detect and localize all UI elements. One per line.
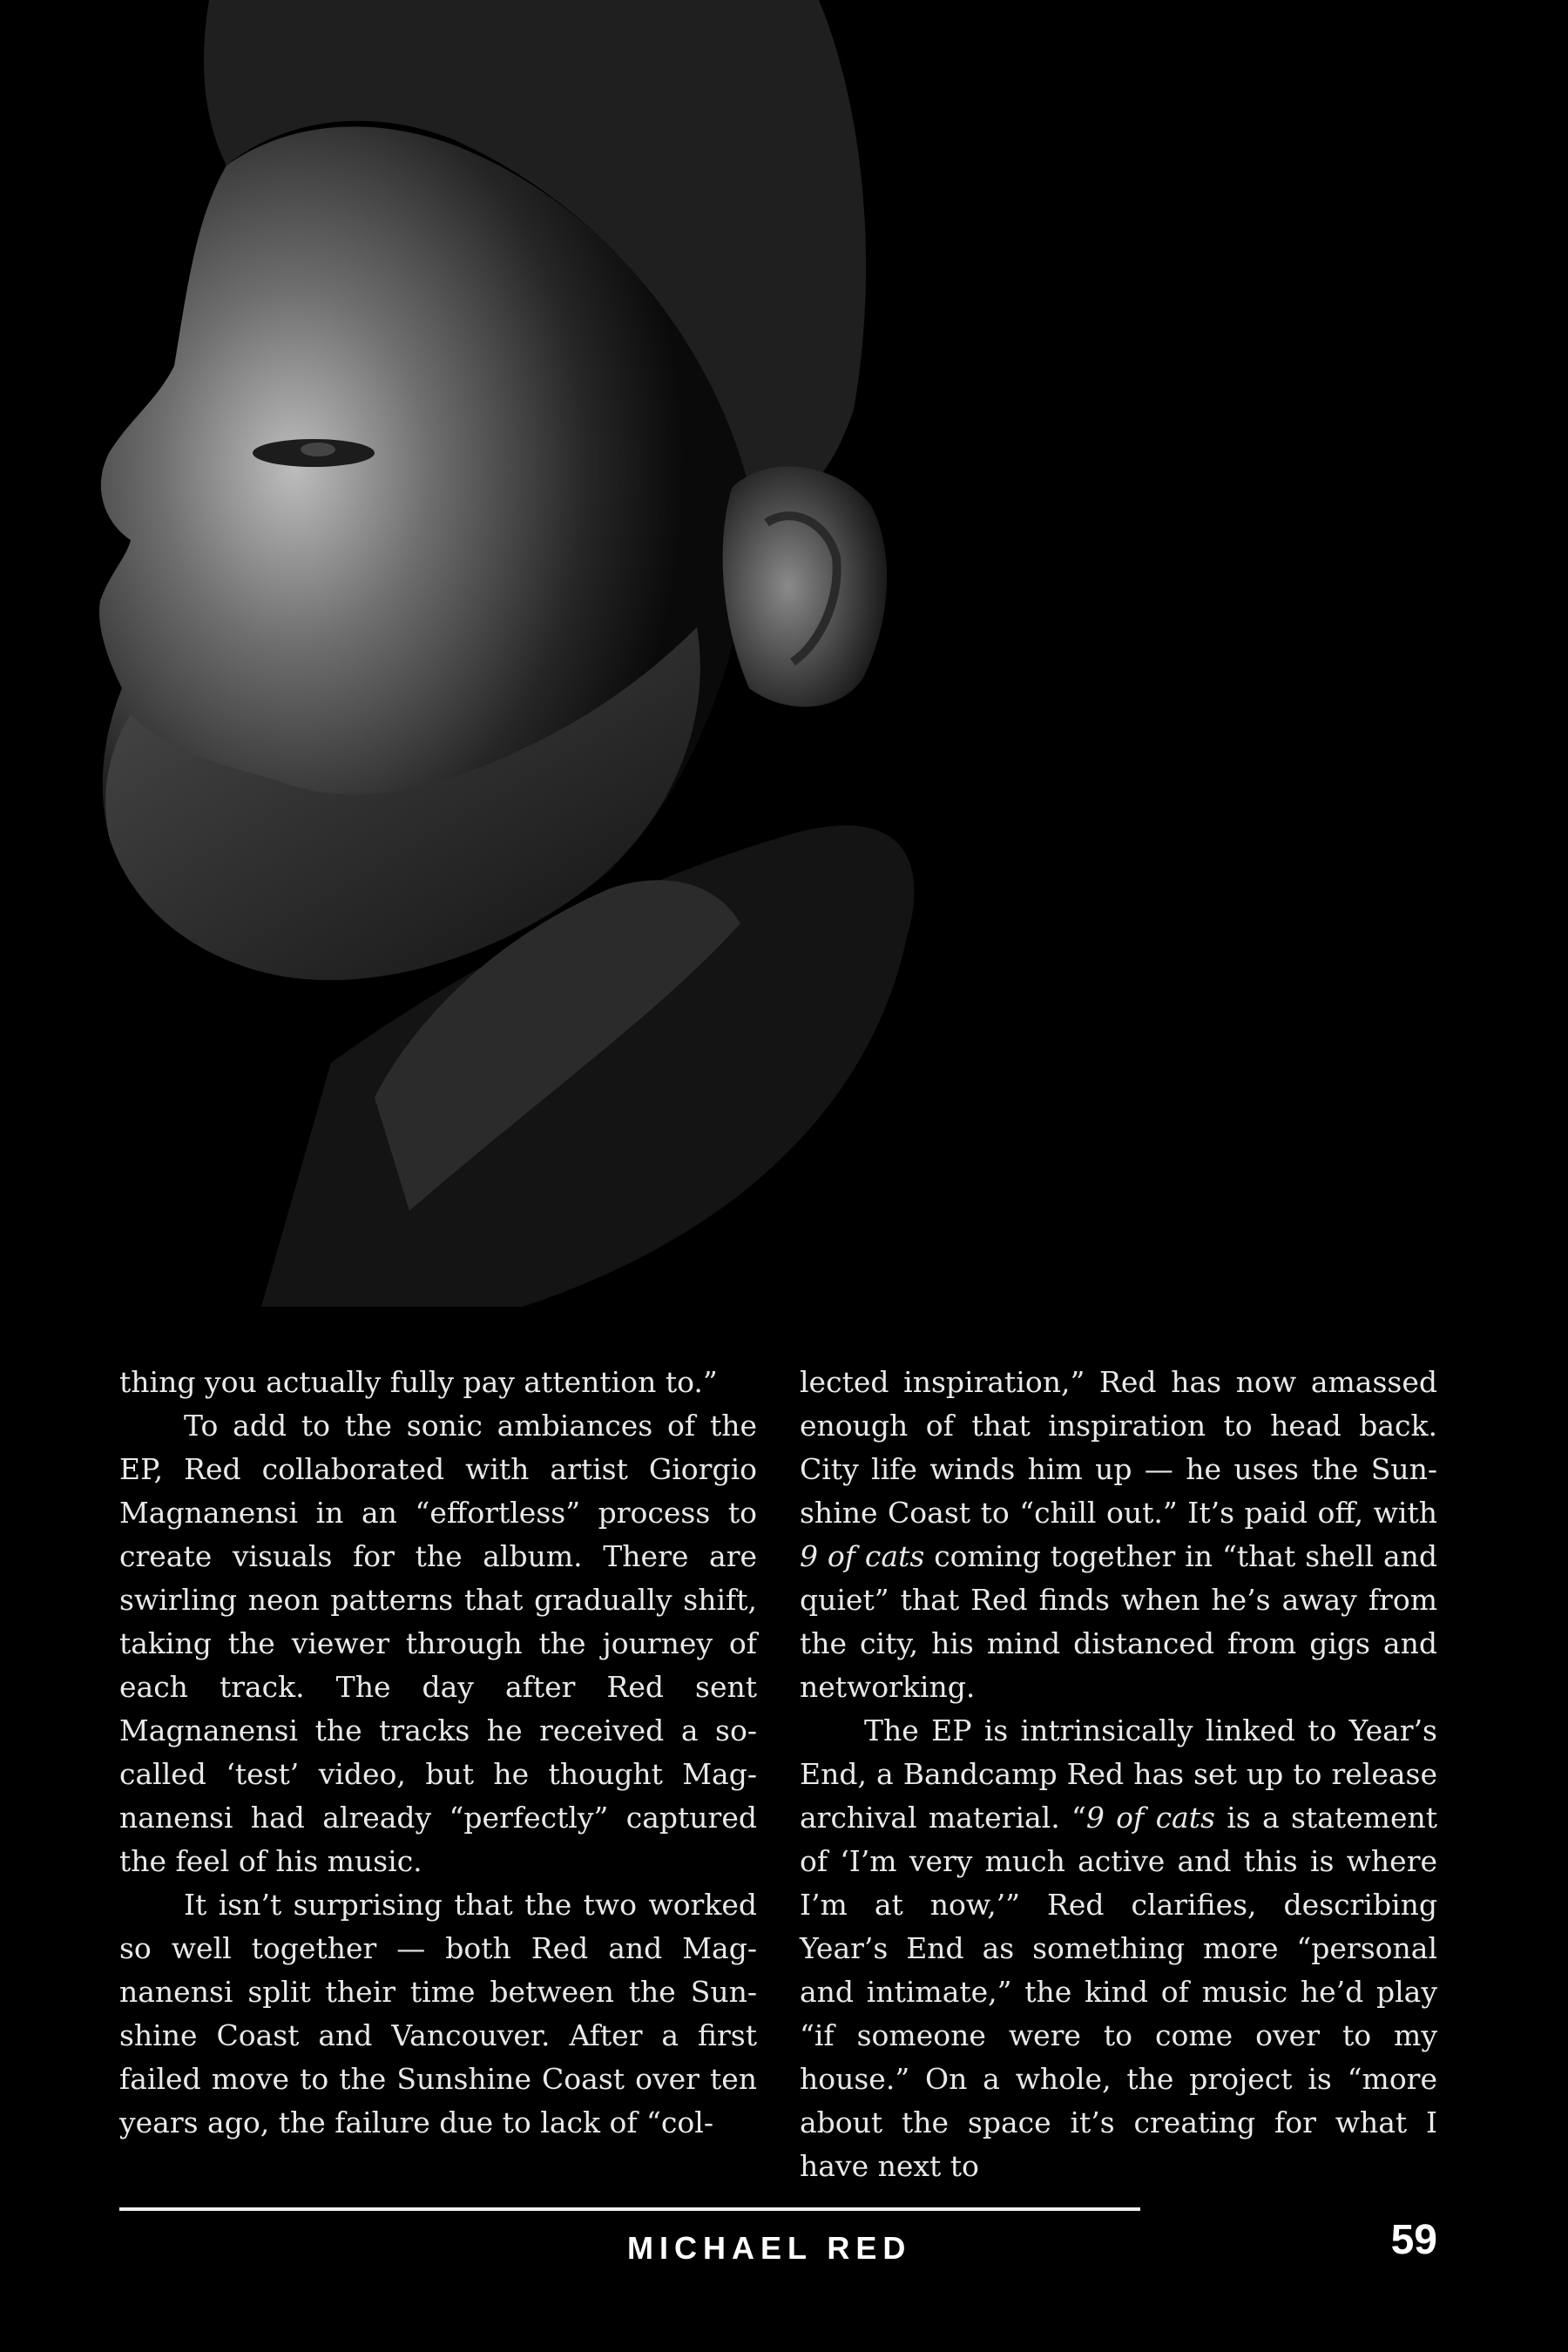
page-number: 59 bbox=[1390, 2217, 1437, 2263]
running-head: MICHAEL RED bbox=[627, 2230, 912, 2266]
album-title: 9 of cats bbox=[1085, 1801, 1215, 1835]
album-title: 9 of cats bbox=[800, 1539, 925, 1573]
article-paragraph: The EP is intrinsically linked to Year’s End, a Bandcamp Red has set up to release archival material. “9 of cats is a statement of ‘I’m very much active and this is where I’m at now,’” Red clarifies, describing Year’s End as something more “personal and intimate,” the kind of music he’d play “if someone were to come over to my house.” On a whole, the project is “more about the space it’s creating for what I have next to bbox=[800, 1713, 1437, 2183]
footer-rule bbox=[119, 2207, 1140, 2211]
article-column-left bbox=[119, 1361, 757, 2145]
article-column-right bbox=[800, 1361, 1437, 2188]
article-paragraph: thing you actually fully pay attention to.” bbox=[119, 1365, 718, 1399]
article-paragraph: To add to the sonic ambiances of the EP, Red collaborated with artist Giorgio Magnanensi in an “effortless” process to create visuals for the album. There are swirling neon patterns that gradually shift, taking the viewer through the journey of each track. The day after Red sent Magnanensi the tracks he received a so-called ‘test’ video, but he thought Magnanensi had already “perfectly” captured the feel of his music. bbox=[119, 1409, 757, 1878]
article-paragraph: lected inspiration,” Red has now amassed enough of that inspiration to head back. City life winds him up — he uses the Sunshine Coast to “chill out.” It’s paid off, with 9 of cats coming together in “that shell and quiet” that Red finds when he’s away from the city, his mind distanced from gigs and networking. bbox=[800, 1365, 1437, 1704]
article-paragraph: It isn’t surprising that the two worked so well together — both Red and Magnanensi split their time between the Sunshine Coast and Vancouver. After a first failed move to the Sunshine Coast over ten years ago, the failure due to lack of “col- bbox=[119, 1888, 757, 2139]
